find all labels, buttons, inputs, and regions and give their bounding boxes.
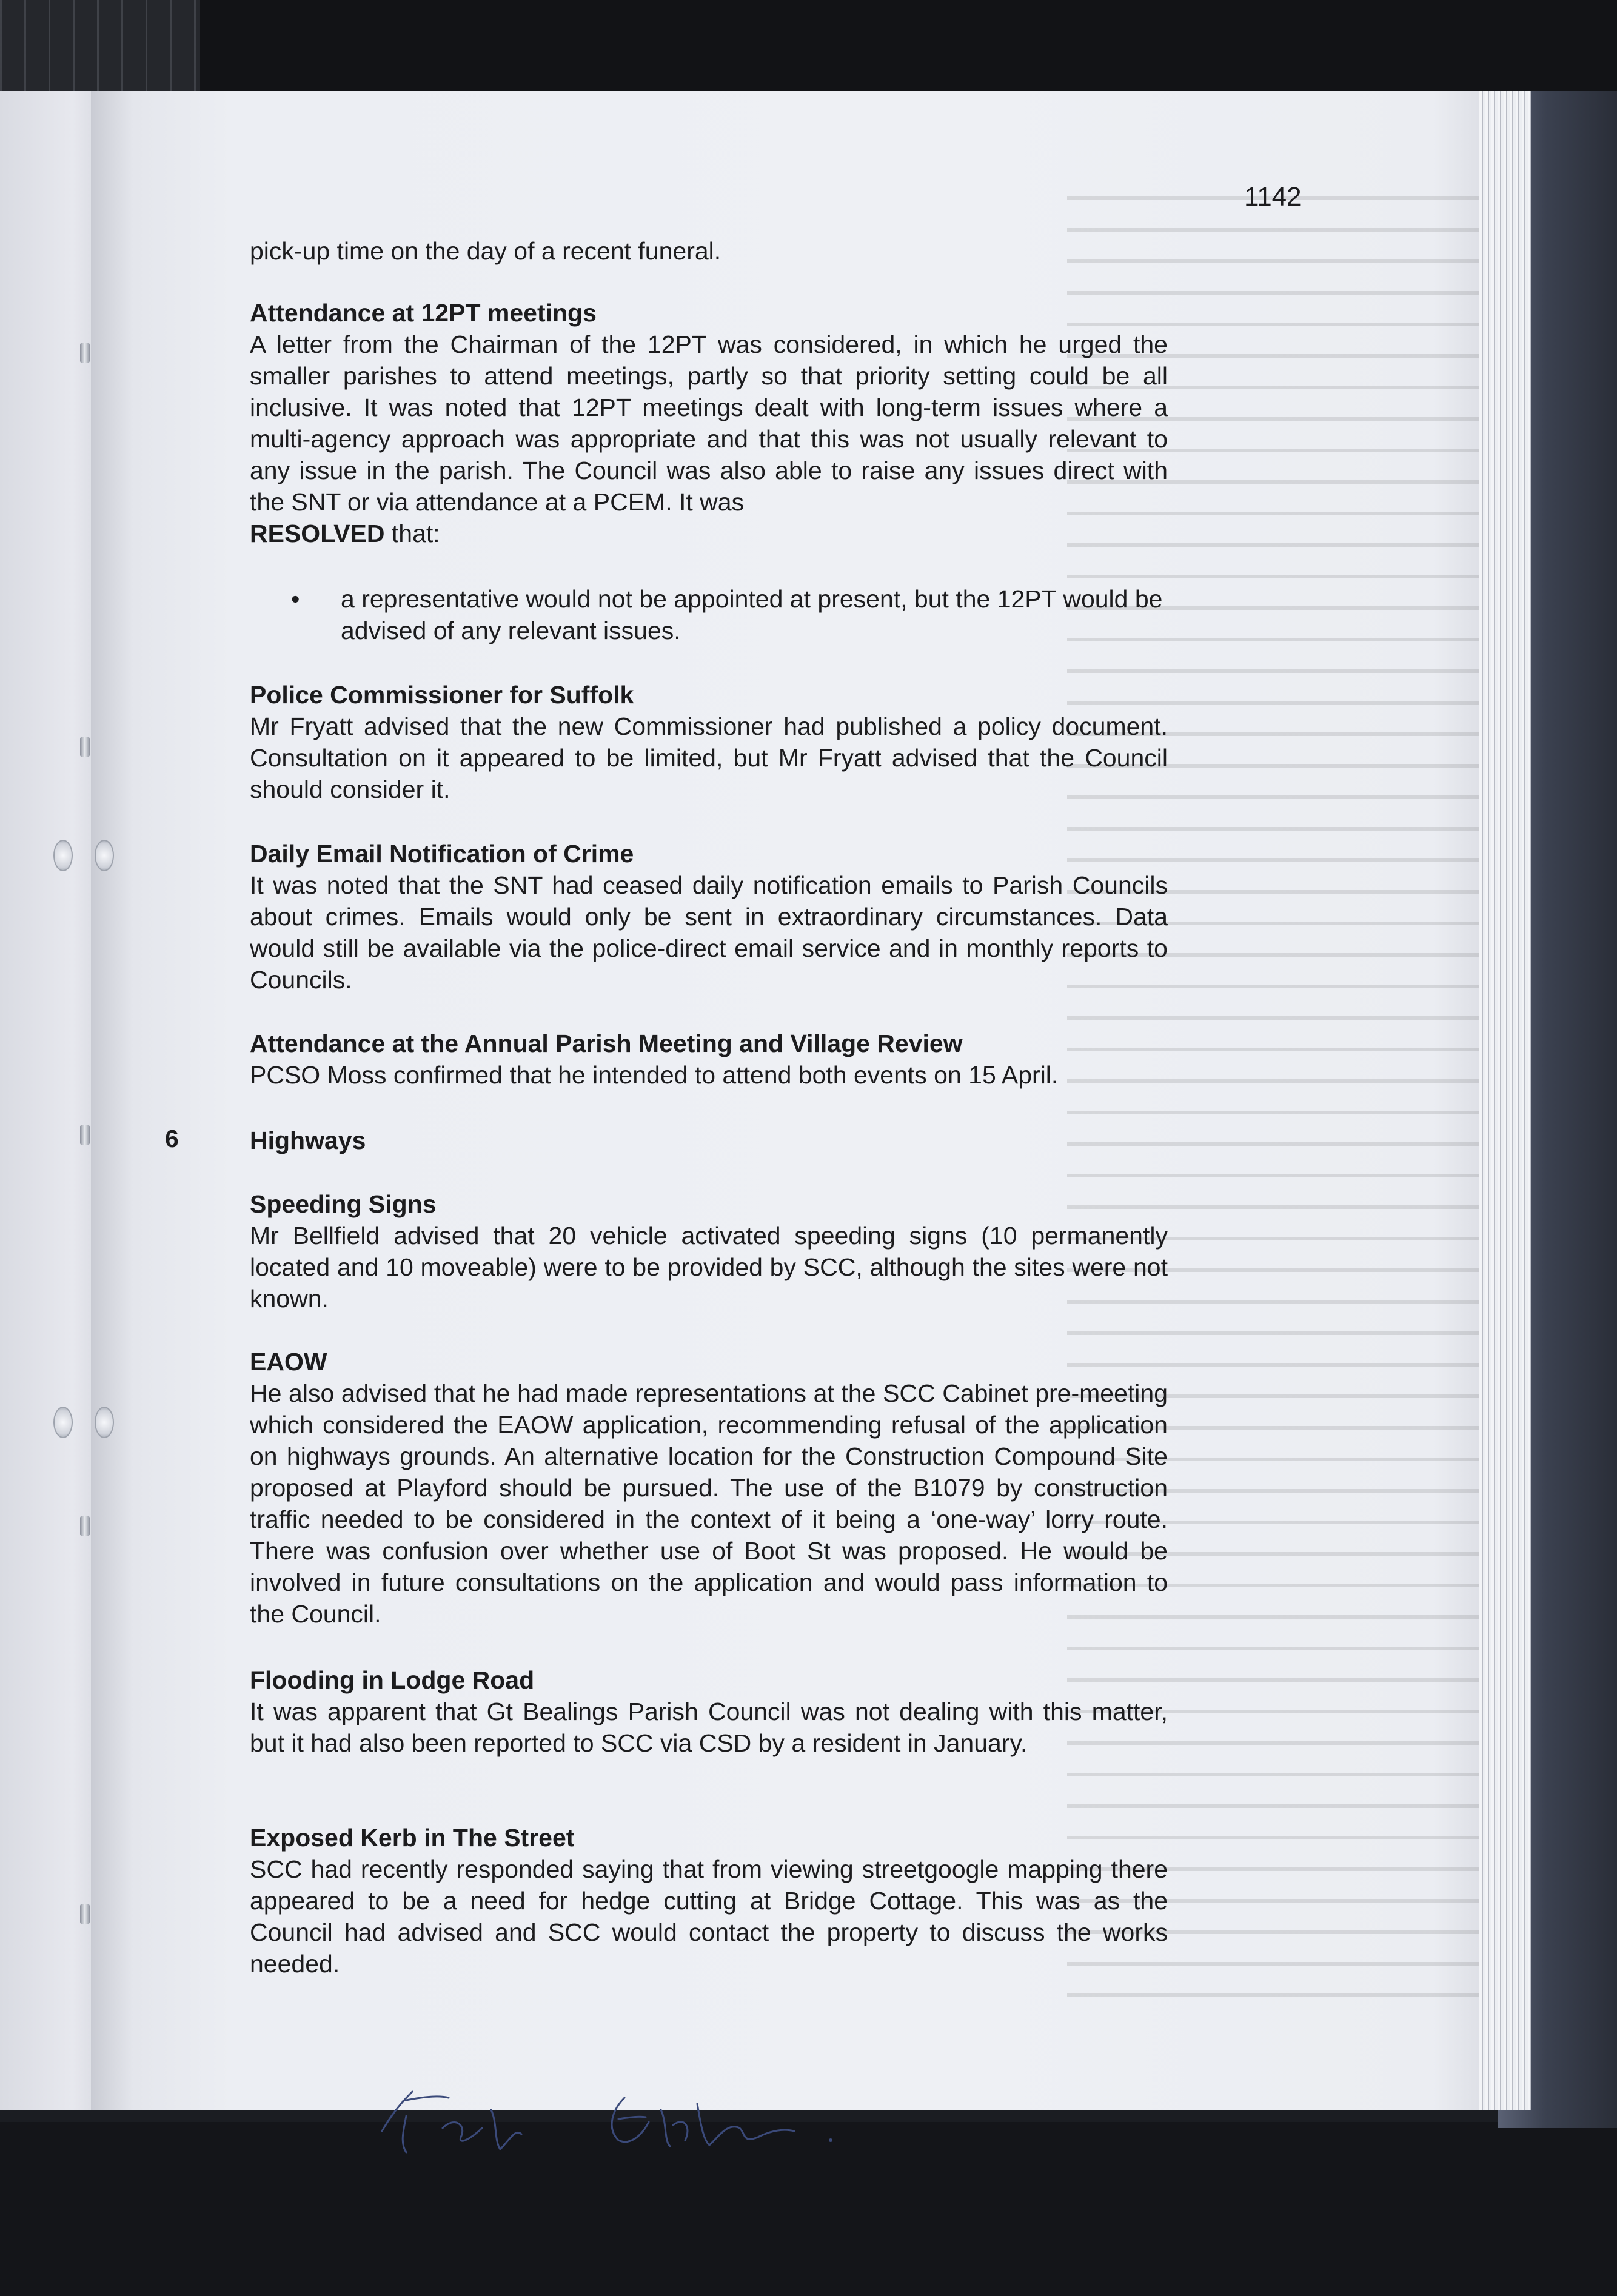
resolved-line: [250, 518, 1168, 549]
page-number: 1142: [1244, 182, 1302, 212]
section-heading: Speeding Signs: [250, 1190, 437, 1218]
section-eaow: [250, 1346, 1168, 1630]
binder-ring-tab: [80, 1125, 90, 1145]
handwritten-signature: [370, 2073, 867, 2158]
section-body: It was noted that the SNT had ceased daily notification emails to Parish Councils about crimes. Emails would only be sent in extraordinary circumstances. Data would still be available via the police-direct email service and in monthly reports to Councils.: [250, 871, 1168, 994]
binder-ring-tab: [80, 343, 90, 363]
punch-hole: [53, 1407, 73, 1438]
section-body: Mr Fryatt advised that the new Commissioner had published a policy document. Consultation on it appeared to be limited, but Mr Fryatt advised that the Council should consider it.: [250, 712, 1168, 803]
intro-text: pick-up time on the day of a recent funeral.: [250, 237, 721, 265]
section-heading: Attendance at the Annual Parish Meeting and Village Review: [250, 1029, 963, 1057]
section-body: It was apparent that Gt Bealings Parish Council was not dealing with this matter, but it had also been reported to SCC via CSD by a resident in January.: [250, 1698, 1168, 1757]
section-attendance-12pt: [250, 297, 1168, 549]
punch-hole: [95, 840, 114, 871]
page-stack-edge: [1479, 91, 1531, 2110]
section-heading: Flooding in Lodge Road: [250, 1666, 535, 1694]
section-heading: Highways: [250, 1126, 366, 1154]
section-annual-meeting: [250, 1028, 1168, 1091]
punch-hole: [95, 1407, 114, 1438]
resolved-tail: that:: [384, 520, 440, 547]
section-exposed-kerb: [250, 1822, 1168, 1980]
section-flooding: [250, 1664, 1168, 1759]
bullet-icon: •: [291, 585, 300, 613]
section-heading: Police Commissioner for Suffolk: [250, 681, 634, 709]
section-heading: EAOW: [250, 1348, 327, 1376]
background-top: [0, 0, 1617, 91]
section-police-commissioner: [250, 679, 1168, 805]
bullet-text: a representative would not be appointed at present, but the 12PT would be advised of any relevant issues.: [341, 585, 1163, 644]
section-heading: Daily Email Notification of Crime: [250, 840, 634, 868]
agenda-item-number: 6: [165, 1125, 179, 1153]
section-body: Mr Bellfield advised that 20 vehicle activated speeding signs (10 permanently located and 10 moveable) were to be provided by SCC, although the sites were not known.: [250, 1222, 1168, 1313]
section-highways: [250, 1125, 1168, 1156]
section-body: He also advised that he had made representations at the SCC Cabinet pre-meeting which considered the EAOW application, recommending refusal of the application on highways grounds. An alternative location for the Construction Compound Site proposed at Playford should be pursued. The use of the B1079 by construction traffic needed to be considered in the context of it being a ‘one-way’ lorry route. There was confusion over whether use of Boot St was proposed. He would be involved in future consultations on the application and would pass information to the Council.: [250, 1379, 1168, 1628]
section-speeding-signs: [250, 1188, 1168, 1314]
resolved-word: RESOLVED: [250, 520, 385, 547]
section-heading: Attendance at 12PT meetings: [250, 299, 597, 327]
section-body: A letter from the Chairman of the 12PT was considered, in which he urged the smaller parishes to attend meetings, partly so that priority setting could be all inclusive. It was noted that 12PT meetings dealt with long-term issues where a multi-agency approach was appropriate and that this was not usually relevant to any issue in the parish. The Council was also able to raise any issues direct with the SNT or via attendance at a PCEM. It was: [250, 330, 1168, 516]
section-heading: Exposed Kerb in The Street: [250, 1824, 575, 1852]
binder-ring-tab: [80, 1904, 90, 1924]
intro-line: [250, 235, 1168, 267]
punch-hole: [53, 840, 73, 871]
section-daily-email: [250, 838, 1168, 996]
binder-ring-tab: [80, 1516, 90, 1536]
section-body: SCC had recently responded saying that from viewing streetgoogle mapping there appeared to be a need for hedge cutting at Bridge Cottage. This was as the Council had advised and SCC would contact the property to discuss the works needed.: [250, 1855, 1168, 1978]
section-body: PCSO Moss confirmed that he intended to attend both events on 15 April.: [250, 1061, 1059, 1089]
binder-spine: [0, 0, 200, 91]
binder-ring-tab: [80, 737, 90, 757]
